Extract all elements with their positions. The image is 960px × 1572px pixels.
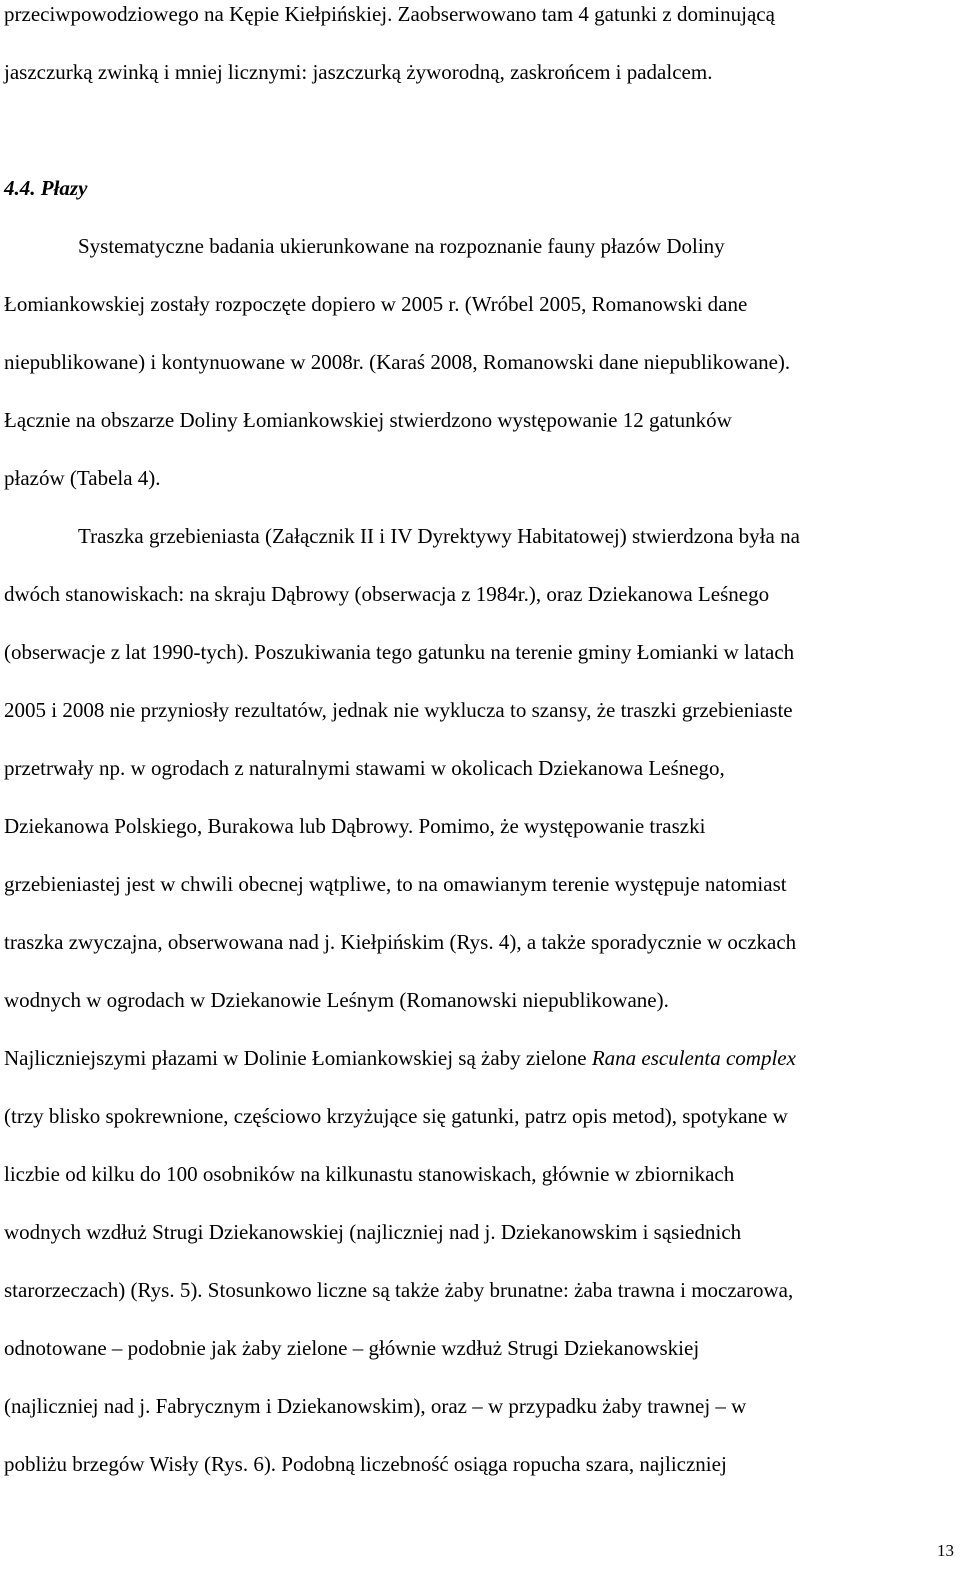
text-line: traszka zwyczajna, obserwowana nad j. Kiełpińskim (Rys. 4), a także sporadycznie w oczkach — [4, 930, 797, 954]
text-line: dwóch stanowiskach: na skraju Dąbrowy (obserwacja z 1984r.), oraz Dziekanowa Leśnego — [4, 582, 770, 606]
text-line: pobliżu brzegów Wisły (Rys. 6). Podobną liczebność osiąga ropucha szara, najliczniej — [4, 1452, 727, 1476]
page-number: 13 — [937, 1541, 954, 1560]
text-line: Dziekanowa Polskiego, Burakowa lub Dąbrowy. Pomimo, że występowanie traszki — [4, 814, 706, 838]
text-line: 2005 i 2008 nie przyniosły rezultatów, jednak nie wyklucza to szansy, że traszki grzebieniaste — [4, 698, 793, 722]
text-line: grzebieniastej jest w chwili obecnej wątpliwe, to na omawianym terenie występuje natomiast — [4, 872, 787, 896]
text-line: odnotowane – podobnie jak żaby zielone – głównie wzdłuż Strugi Dziekanowskiej — [4, 1336, 700, 1360]
text-line: Łącznie na obszarze Doliny Łomiankowskiej stwierdzono występowanie 12 gatunków — [4, 408, 732, 432]
text-line: starorzeczach) (Rys. 5). Stosunkowo liczne są także żaby brunatne: żaba trawna i moczarowa, — [4, 1278, 794, 1302]
text-line — [4, 1045, 796, 1071]
section-number: 4.4. — [4, 176, 36, 200]
species-name: Rana esculenta complex — [591, 1046, 796, 1070]
text-line: wodnych wzdłuż Strugi Dziekanowskiej (najliczniej nad j. Dziekanowskim i sąsiednich — [4, 1220, 742, 1244]
section-title: Płazy — [40, 176, 88, 200]
text-line: Traszka grzebieniasta (Załącznik II i IV Dyrektywy Habitatowej) stwierdzona była na — [78, 524, 800, 548]
text-line: przetrwały np. w ogrodach z naturalnymi stawami w okolicach Dziekanowa Leśnego, — [4, 756, 725, 780]
section-heading — [4, 175, 87, 201]
text-line: Łomiankowskiej zostały rozpoczęte dopiero w 2005 r. (Wróbel 2005, Romanowski dane — [4, 292, 748, 316]
text-line: płazów (Tabela 4). — [4, 466, 161, 490]
text-line: wodnych w ogrodach w Dziekanowie Leśnym (Romanowski niepublikowane). — [4, 988, 669, 1012]
text-line: (obserwacje z lat 1990-tych). Poszukiwania tego gatunku na terenie gminy Łomianki w latach — [4, 640, 795, 664]
text-line: Systematyczne badania ukierunkowane na rozpoznanie fauny płazów Doliny — [78, 234, 725, 258]
text-line: liczbie od kilku do 100 osobników na kilkunastu stanowiskach, głównie w zbiornikach — [4, 1162, 735, 1186]
text-line: jaszczurką zwinką i mniej licznymi: jaszczurką żyworodną, zaskrońcem i padalcem. — [4, 60, 713, 84]
text-segment: Najliczniejszymi płazami w Dolinie Łomiankowskiej są żaby zielone — [4, 1046, 592, 1070]
text-line: (najliczniej nad j. Fabrycznym i Dziekanowskim), oraz – w przypadku żaby trawnej – w — [4, 1394, 747, 1418]
text-line: niepublikowane) i kontynuowane w 2008r. (Karaś 2008, Romanowski dane niepublikowane). — [4, 350, 791, 374]
text-line: przeciwpowodziowego na Kępie Kiełpińskiej. Zaobserwowano tam 4 gatunki z dominującą — [4, 2, 775, 26]
text-line: (trzy blisko spokrewnione, częściowo krzyżujące się gatunki, patrz opis metod), spotykane w — [4, 1104, 788, 1128]
